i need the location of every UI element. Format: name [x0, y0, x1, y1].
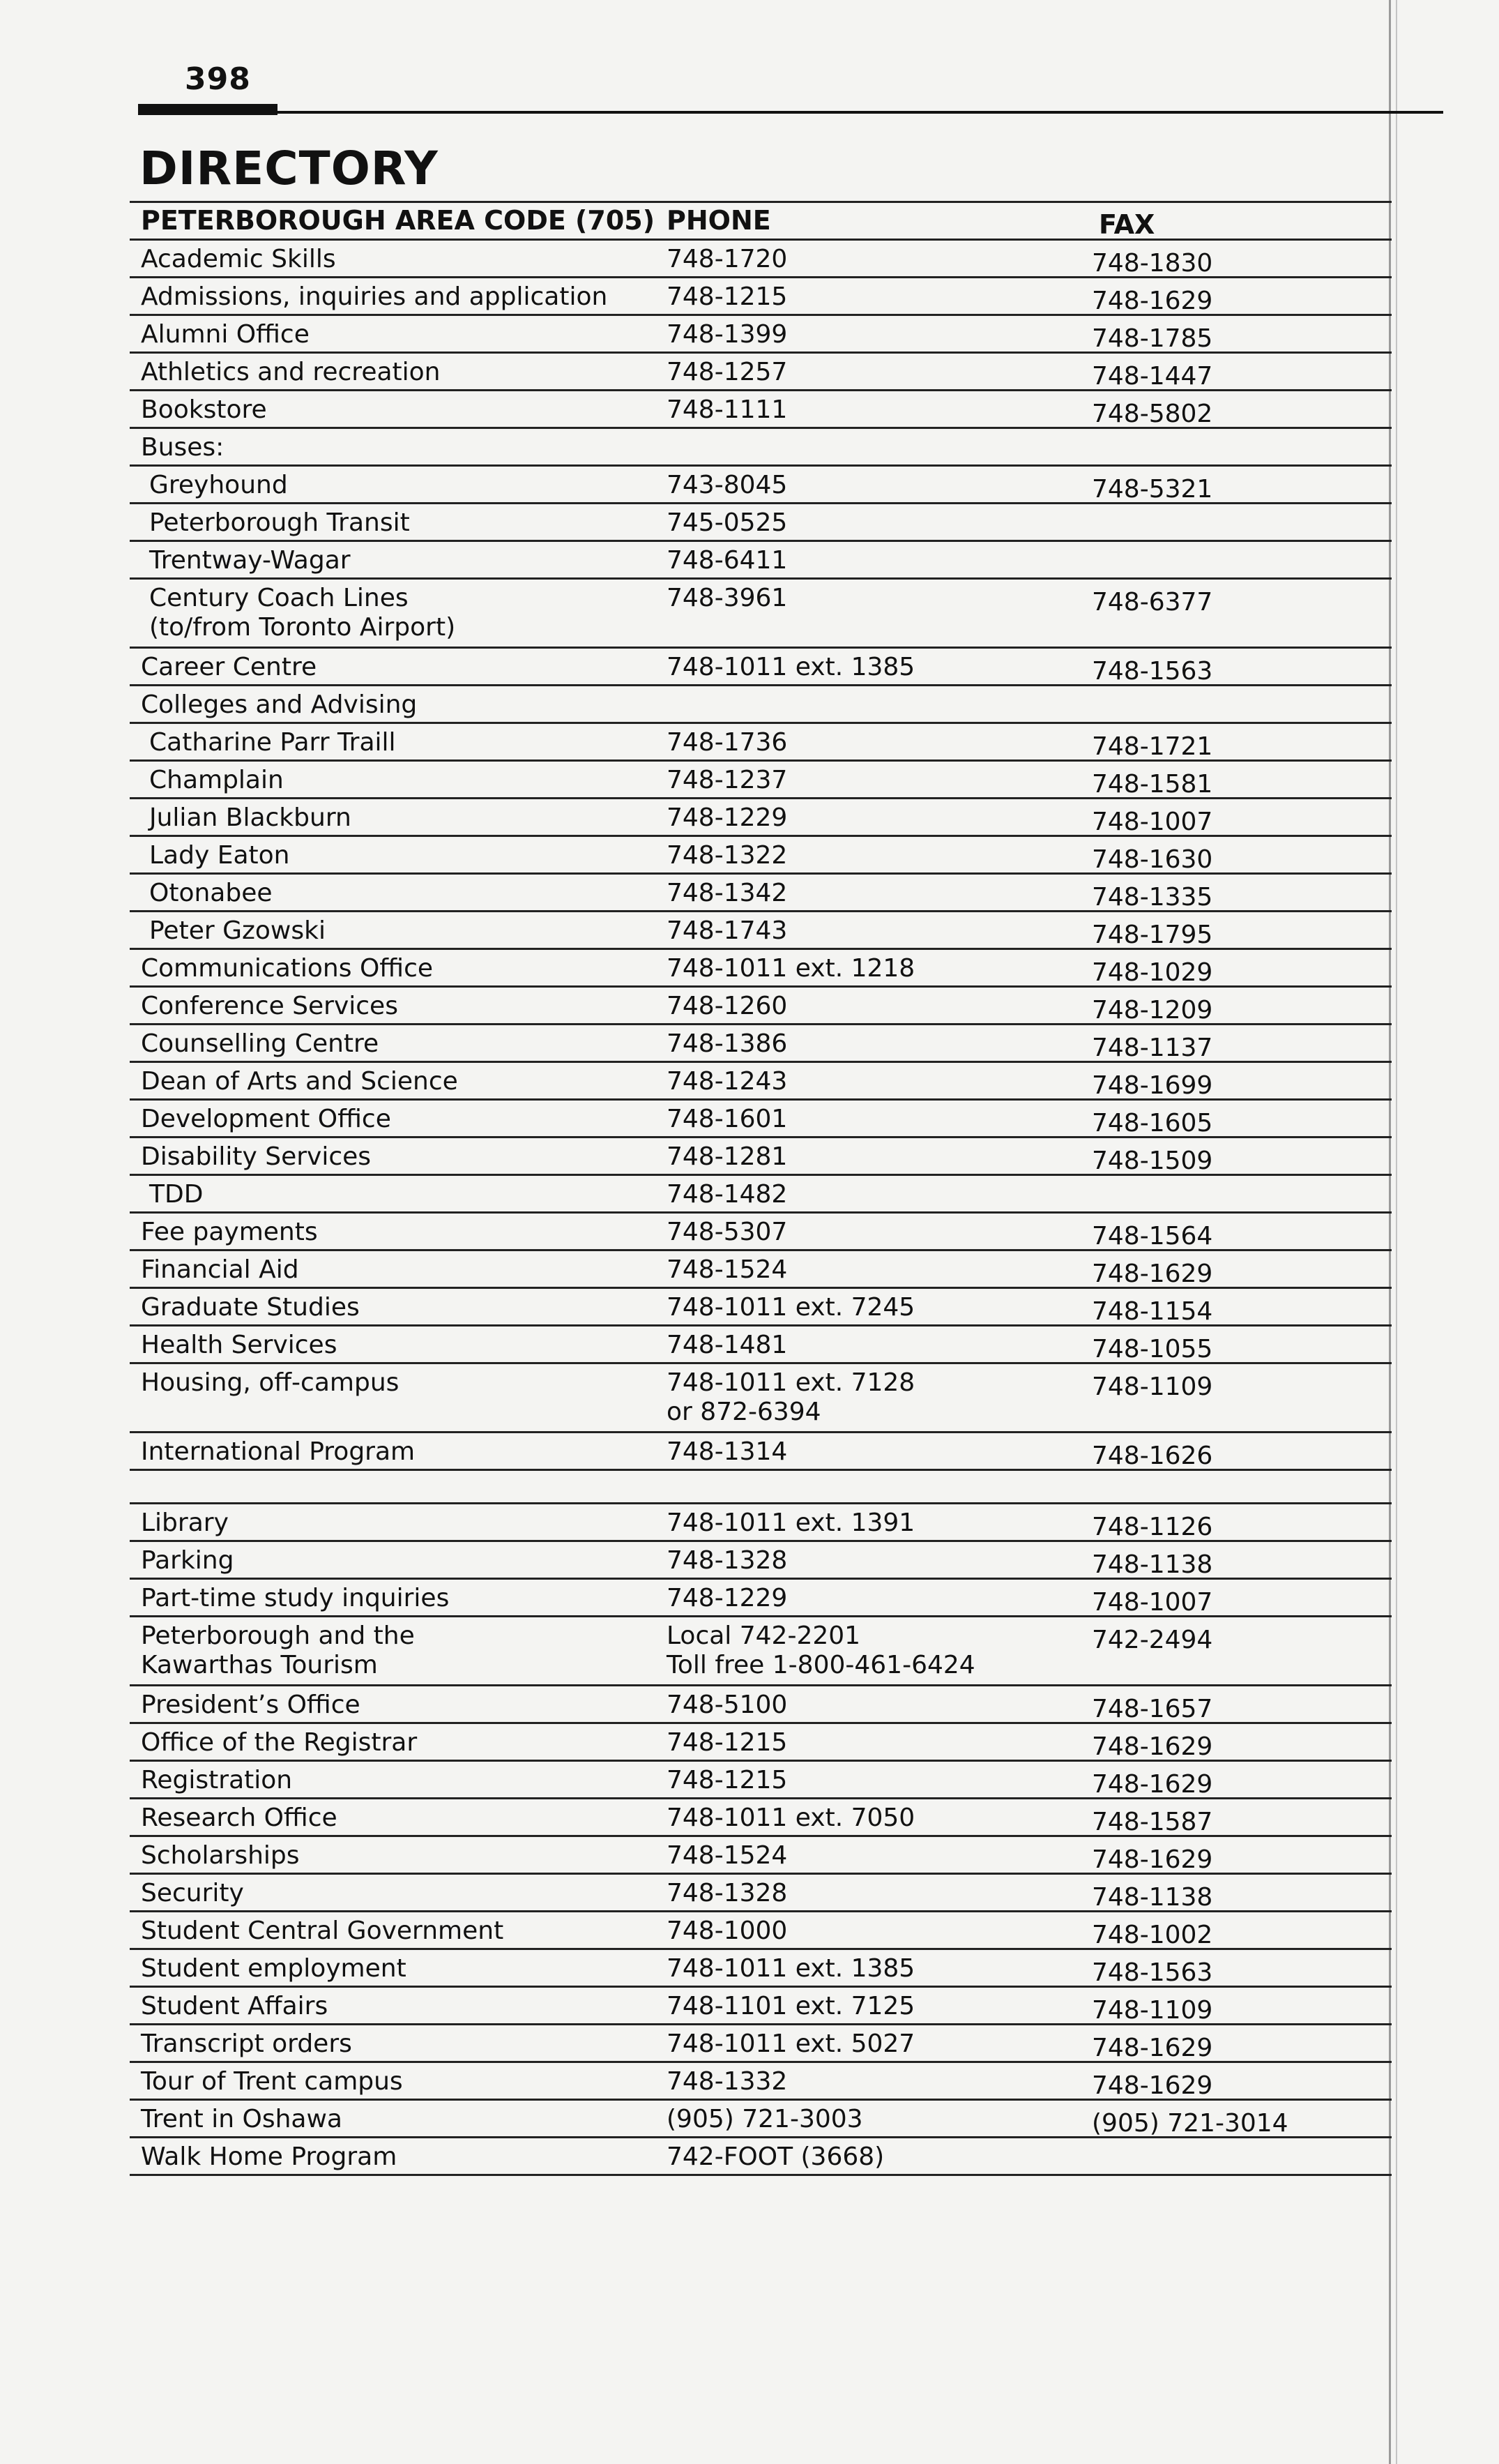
- column-header-phone: PHONE: [667, 205, 771, 236]
- table-row: [130, 1912, 1392, 1950]
- entry-fax: 748-1138: [1092, 1883, 1213, 1912]
- table-row: [130, 1950, 1392, 1988]
- entry-name: Tour of Trent campus: [141, 2067, 403, 2096]
- table-row: [130, 1542, 1392, 1580]
- entry-phone: 748-1322: [667, 841, 788, 870]
- table-row: [130, 1101, 1392, 1138]
- header-rule: [138, 111, 1443, 114]
- entry-fax: 748-1629: [1092, 1845, 1213, 1874]
- table-row: [130, 1433, 1392, 1471]
- entry-phone: 748-1011 ext. 1218: [667, 954, 915, 983]
- entry-name: Development Office: [141, 1105, 391, 1133]
- entry-phone: 748-1111: [667, 395, 788, 424]
- entry-name: Peterborough Transit: [149, 508, 410, 537]
- entry-phone: 748-1215: [667, 1766, 788, 1794]
- entry-phone: 748-1481: [667, 1331, 788, 1359]
- entry-fax: 748-1509: [1092, 1147, 1213, 1175]
- table-row: [130, 724, 1392, 762]
- entry-phone: 748-1237: [667, 766, 788, 794]
- entry-phone: 748-6411: [667, 546, 788, 575]
- entry-fax: 748-1563: [1092, 657, 1213, 686]
- entry-name: Fee payments: [141, 1218, 318, 1246]
- entry-phone: 748-1229: [667, 1584, 788, 1612]
- table-row: [130, 1580, 1392, 1617]
- table-row: [130, 2063, 1392, 2101]
- column-header-name: PETERBOROUGH AREA CODE (705): [141, 205, 655, 236]
- entry-name: TDD: [149, 1180, 204, 1209]
- entry-fax: 748-1830: [1092, 249, 1213, 278]
- entry-name: Catharine Parr Traill: [149, 728, 396, 757]
- table-row: [130, 504, 1392, 542]
- entry-fax: 748-1007: [1092, 808, 1213, 836]
- entry-phone: 748-1011 ext. 1391: [667, 1509, 915, 1537]
- entry-phone: 748-1386: [667, 1029, 788, 1058]
- table-row: [130, 837, 1392, 875]
- page-title: DIRECTORY: [139, 142, 439, 195]
- table-row: [130, 278, 1392, 316]
- table-row: [130, 316, 1392, 354]
- entry-phone: 748-1243: [667, 1067, 788, 1096]
- entry-phone: (905) 721-3003: [667, 2105, 863, 2133]
- entry-name: Dean of Arts and Science: [141, 1067, 458, 1096]
- entry-name: Student employment: [141, 1954, 406, 1983]
- entry-name: Part-time study inquiries: [141, 1584, 450, 1612]
- entry-fax: 748-1137: [1092, 1034, 1213, 1062]
- entry-name: Trent in Oshawa: [141, 2105, 342, 2133]
- entry-fax: 748-1785: [1092, 324, 1213, 353]
- entry-fax: 748-1563: [1092, 1958, 1213, 1987]
- entry-fax: 748-1629: [1092, 1770, 1213, 1799]
- entry-phone: 748-1601: [667, 1105, 788, 1133]
- table-row: [130, 1176, 1392, 1214]
- table-row: [130, 542, 1392, 580]
- entry-fax: 748-1564: [1092, 1222, 1213, 1250]
- entry-name: Bookstore: [141, 395, 267, 424]
- page-edge-shadow: [1396, 0, 1397, 2464]
- entry-name: Alumni Office: [141, 320, 310, 349]
- entry-fax: 748-1007: [1092, 1588, 1213, 1617]
- table-row: [130, 1364, 1392, 1433]
- entry-fax: 748-1138: [1092, 1550, 1213, 1579]
- table-row: [130, 1988, 1392, 2025]
- entry-name: Registration: [141, 1766, 293, 1794]
- entry-name: Security: [141, 1879, 244, 1907]
- entry-name: Julian Blackburn: [149, 803, 351, 832]
- entry-phone: 748-5100: [667, 1691, 788, 1719]
- entry-fax: 748-1581: [1092, 770, 1213, 799]
- entry-fax: (905) 721-3014: [1092, 2109, 1288, 2138]
- entry-fax: 748-1629: [1092, 287, 1213, 315]
- entry-phone: 748-1743: [667, 916, 788, 945]
- table-row: [130, 2025, 1392, 2063]
- entry-fax: 748-1209: [1092, 996, 1213, 1025]
- entry-phone: 748-3961: [667, 584, 788, 612]
- entry-phone: 748-1260: [667, 992, 788, 1020]
- table-row: [130, 649, 1392, 686]
- entry-name: Otonabee: [149, 879, 273, 907]
- entry-phone: Local 742-2201 Toll free 1-800-461-6424: [667, 1622, 975, 1679]
- entry-name: Century Coach Lines (to/from Toronto Airport): [149, 584, 456, 642]
- entry-phone: 748-1011 ext. 7245: [667, 1293, 915, 1322]
- entry-phone: 748-1011 ext. 7128 or 872-6394: [667, 1368, 915, 1426]
- entry-phone: 748-1328: [667, 1546, 788, 1575]
- entry-fax: 742-2494: [1092, 1626, 1213, 1654]
- table-row: [130, 1724, 1392, 1762]
- table-row: [130, 799, 1392, 837]
- entry-fax: 748-1721: [1092, 732, 1213, 761]
- entry-fax: 748-1629: [1092, 1732, 1213, 1761]
- entry-name: Admissions, inquiries and application: [141, 282, 608, 311]
- entry-name: Greyhound: [149, 471, 288, 499]
- table-row: [130, 1875, 1392, 1912]
- entry-phone: 748-1482: [667, 1180, 788, 1209]
- entry-name: Trentway-Wagar: [149, 546, 351, 575]
- table-row: [130, 988, 1392, 1025]
- table-row: [130, 950, 1392, 988]
- entry-name: Academic Skills: [141, 245, 336, 273]
- entry-name: Peterborough and the Kawarthas Tourism: [141, 1622, 415, 1679]
- entry-name: Student Central Government: [141, 1917, 504, 1945]
- entry-name: Library: [141, 1509, 229, 1537]
- table-row: [130, 2138, 1392, 2176]
- table-row: [130, 1251, 1392, 1289]
- entry-fax: 748-1335: [1092, 883, 1213, 912]
- entry-name: Health Services: [141, 1331, 337, 1359]
- entry-name: Graduate Studies: [141, 1293, 360, 1322]
- table-row: [130, 1063, 1392, 1101]
- table-row: [130, 580, 1392, 649]
- entry-fax: 748-6377: [1092, 588, 1213, 617]
- entry-fax: 748-1002: [1092, 1921, 1213, 1949]
- entry-name: Parking: [141, 1546, 234, 1575]
- table-row: [130, 1025, 1392, 1063]
- entry-phone: 748-1011 ext. 5027: [667, 2030, 915, 2058]
- entry-fax: 748-1629: [1092, 2071, 1213, 2100]
- table-row: [130, 429, 1392, 467]
- entry-phone: 748-1215: [667, 282, 788, 311]
- entry-fax: 748-1109: [1092, 1996, 1213, 2025]
- table-row: [130, 391, 1392, 429]
- entry-phone: 748-1314: [667, 1437, 788, 1466]
- entry-fax: 748-1029: [1092, 958, 1213, 987]
- table-row: [130, 1471, 1392, 1504]
- entry-phone: 745-0525: [667, 508, 788, 537]
- entry-phone: 748-1524: [667, 1255, 788, 1284]
- table-row: [130, 1617, 1392, 1686]
- entry-phone: 748-1281: [667, 1142, 788, 1171]
- directory-rows: [130, 241, 1392, 2176]
- entry-phone: 748-1720: [667, 245, 788, 273]
- entry-fax: 748-1154: [1092, 1297, 1213, 1326]
- entry-phone: 748-1524: [667, 1841, 788, 1870]
- table-row: [130, 1762, 1392, 1799]
- table-row: [130, 912, 1392, 950]
- entry-fax: 748-1447: [1092, 362, 1213, 391]
- entry-phone: 748-1257: [667, 358, 788, 386]
- page-number: 398: [185, 61, 251, 97]
- entry-phone: 748-1011 ext. 1385: [667, 1954, 915, 1983]
- entry-fax: 748-5802: [1092, 400, 1213, 428]
- table-row: [130, 686, 1392, 724]
- entry-fax: 748-1629: [1092, 2034, 1213, 2062]
- table-row: [130, 1504, 1392, 1542]
- entry-name: Champlain: [149, 766, 284, 794]
- entry-name: Colleges and Advising: [141, 690, 418, 719]
- entry-fax: 748-1626: [1092, 1442, 1213, 1470]
- entry-name: Financial Aid: [141, 1255, 299, 1284]
- entry-fax: 748-1630: [1092, 845, 1213, 874]
- entry-fax: 748-1587: [1092, 1808, 1213, 1836]
- table-row: [130, 1138, 1392, 1176]
- entry-phone: 748-1332: [667, 2067, 788, 2096]
- table-row: [130, 467, 1392, 504]
- entry-phone: 748-1215: [667, 1728, 788, 1757]
- table-row: [130, 1214, 1392, 1251]
- entry-phone: 748-1328: [667, 1879, 788, 1907]
- entry-phone: 748-5307: [667, 1218, 788, 1246]
- table-row: [130, 354, 1392, 391]
- entry-fax: 748-1629: [1092, 1260, 1213, 1288]
- entry-phone: 748-1399: [667, 320, 788, 349]
- table-row: [130, 875, 1392, 912]
- entry-name: Disability Services: [141, 1142, 372, 1171]
- entry-fax: 748-1605: [1092, 1109, 1213, 1137]
- table-row: [130, 762, 1392, 799]
- table-row: [130, 1327, 1392, 1364]
- entry-phone: 748-1000: [667, 1917, 788, 1945]
- entry-name: International Program: [141, 1437, 416, 1466]
- table-row: [130, 2101, 1392, 2138]
- entry-phone: 748-1342: [667, 879, 788, 907]
- entry-name: Counselling Centre: [141, 1029, 379, 1058]
- entry-phone: 743-8045: [667, 471, 788, 499]
- entry-name: Athletics and recreation: [141, 358, 441, 386]
- entry-phone: 748-1011 ext. 7050: [667, 1804, 915, 1832]
- table-header-row: [130, 201, 1392, 241]
- entry-fax: 748-1795: [1092, 921, 1213, 949]
- entry-name: Peter Gzowski: [149, 916, 326, 945]
- table-row: [130, 1289, 1392, 1327]
- table-row: [130, 1837, 1392, 1875]
- entry-name: Buses:: [141, 433, 225, 462]
- table-row: [130, 1799, 1392, 1837]
- entry-name: Office of the Registrar: [141, 1728, 418, 1757]
- entry-name: Housing, off-campus: [141, 1368, 400, 1397]
- entry-fax: 748-1126: [1092, 1513, 1213, 1541]
- entry-name: Research Office: [141, 1804, 337, 1832]
- entry-name: President’s Office: [141, 1691, 360, 1719]
- entry-name: Career Centre: [141, 653, 317, 681]
- entry-fax: 748-1109: [1092, 1373, 1213, 1401]
- entry-phone: 748-1229: [667, 803, 788, 832]
- entry-name: Lady Eaton: [149, 841, 290, 870]
- column-header-fax: FAX: [1099, 209, 1155, 240]
- entry-name: Conference Services: [141, 992, 398, 1020]
- table-row: [130, 241, 1392, 278]
- entry-name: Walk Home Program: [141, 2142, 397, 2171]
- entry-fax: 748-1699: [1092, 1071, 1213, 1100]
- entry-phone: 748-1101 ext. 7125: [667, 1992, 915, 2020]
- entry-phone: 742-FOOT (3668): [667, 2142, 885, 2171]
- entry-phone: 748-1736: [667, 728, 788, 757]
- entry-fax: 748-1657: [1092, 1695, 1213, 1723]
- entry-name: Student Affairs: [141, 1992, 328, 2020]
- entry-name: Scholarships: [141, 1841, 300, 1870]
- directory-table: [130, 201, 1392, 2176]
- entry-fax: 748-1055: [1092, 1335, 1213, 1363]
- entry-name: Communications Office: [141, 954, 434, 983]
- table-row: [130, 1686, 1392, 1724]
- entry-name: Transcript orders: [141, 2030, 352, 2058]
- entry-fax: 748-5321: [1092, 475, 1213, 504]
- entry-phone: 748-1011 ext. 1385: [667, 653, 915, 681]
